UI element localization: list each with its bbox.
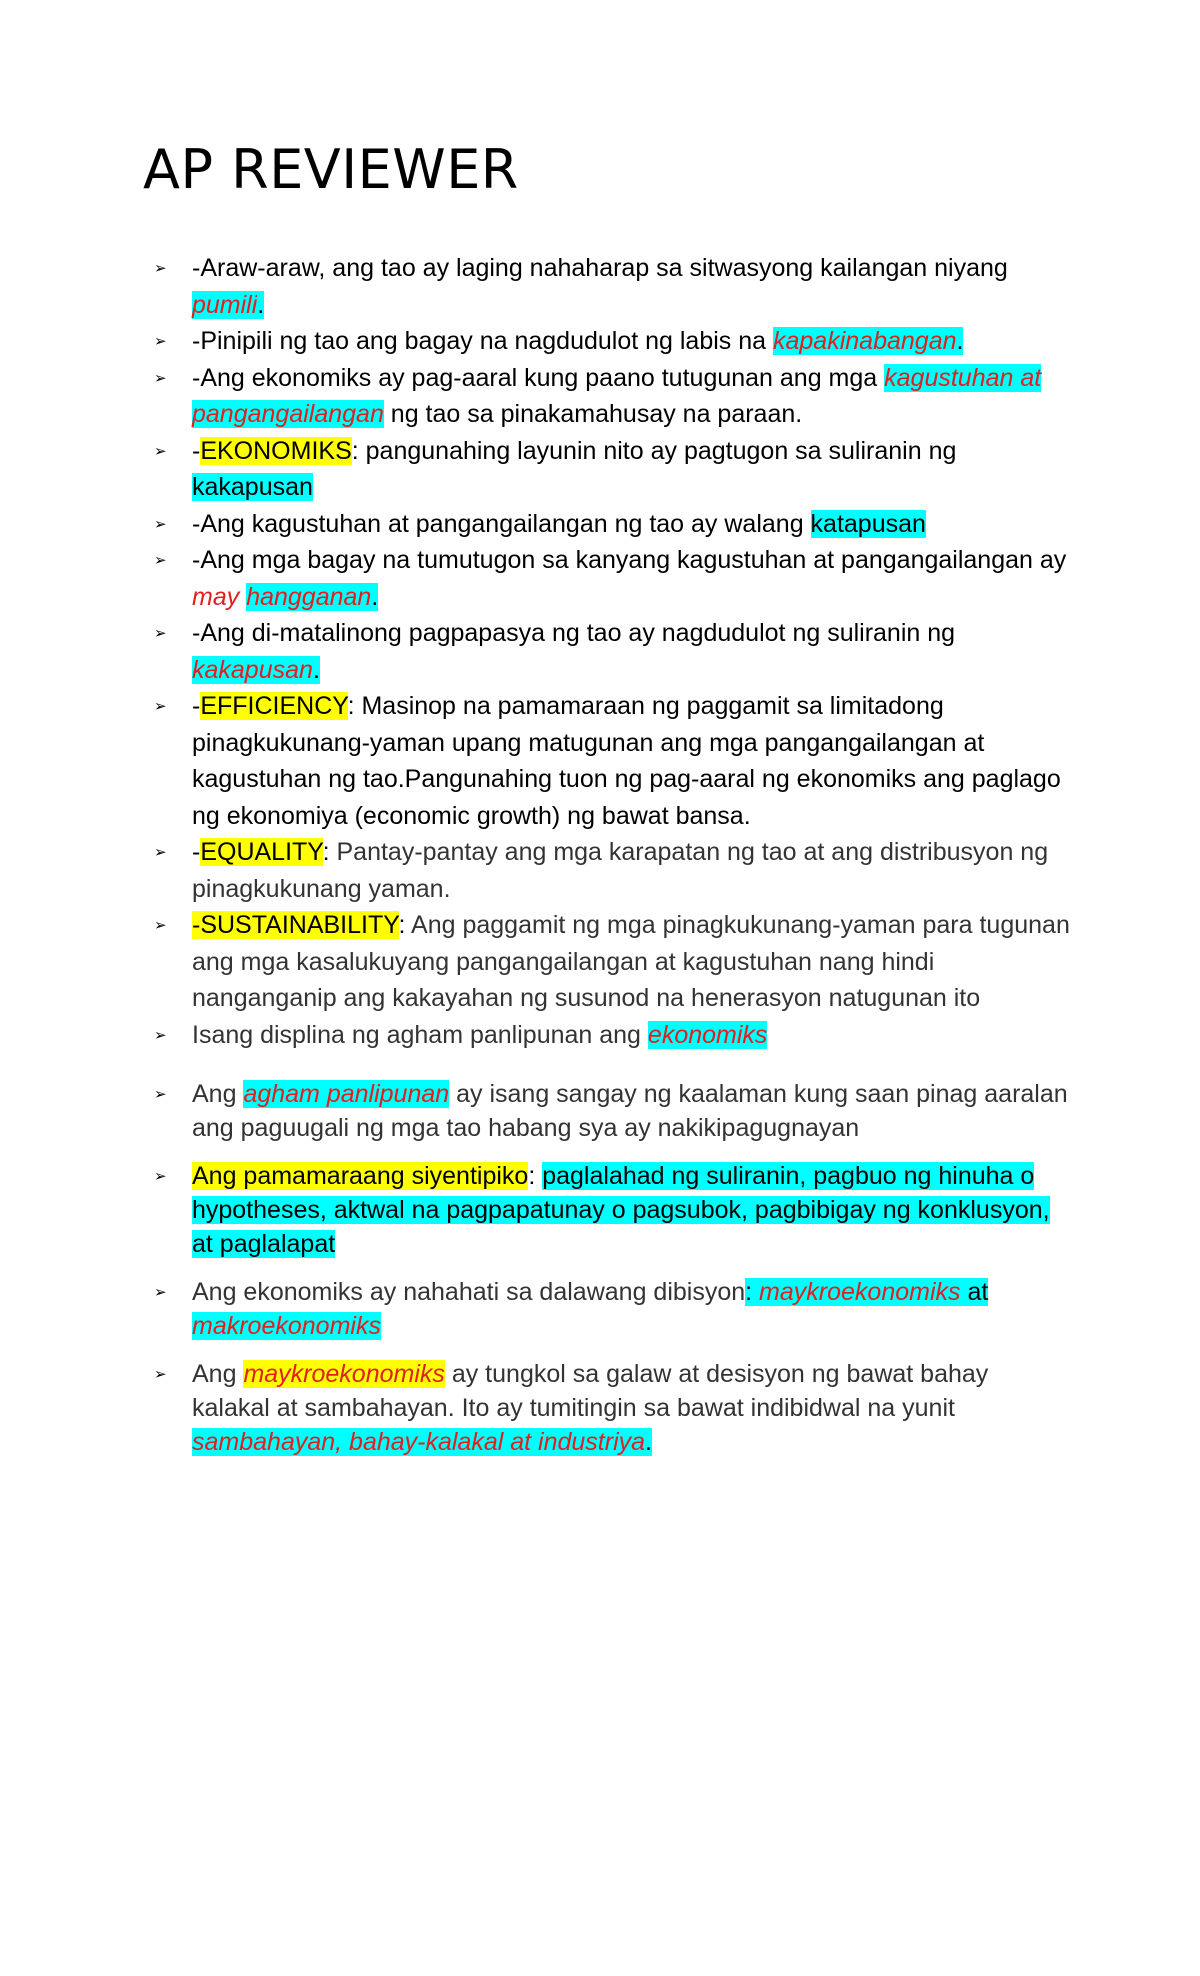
text-segment: -Ang mga bagay na tumutugon sa kanyang kagustuhan at pangangailangan ay — [192, 546, 1067, 574]
arrow-bullet-icon: ➢ — [154, 551, 167, 569]
text-segment: - — [192, 692, 201, 720]
text-segment: sambahayan, bahay-kalakal at industriya — [192, 1428, 646, 1456]
text-segment: EFFICIENCY — [200, 692, 348, 720]
text-segment: pumili — [192, 290, 258, 319]
text-segment: . — [956, 327, 964, 355]
list-item — [150, 1077, 1070, 1145]
arrow-bullet-icon: ➢ — [154, 1167, 167, 1185]
list-item — [150, 250, 1070, 323]
text-segment: : Masinop na pamamaraan ng paggamit sa limitadong pinagkukunang-yaman upang matugunan ang mga pangangailangan at kagustuhan ng tao.Pangunahing tuon ng pag-aaral ng ekonomiks ang paglago ng ekonomiya (economic growth) ng bawat bansa. — [192, 692, 1061, 830]
text-segment: : pangunahing layunin nito ay pagtugon sa suliranin ng — [351, 436, 957, 465]
text-segment: maykroekonomiks — [243, 1360, 445, 1388]
text-segment: ay isang sangay ng kaalaman kung saan pinag aaralan ang paguugali ng mga tao habang sya ay nakikipagugnayan — [192, 1080, 1068, 1142]
arrow-bullet-icon: ➢ — [154, 843, 167, 861]
arrow-bullet-icon: ➢ — [154, 259, 167, 277]
text-segment: kagustuhan at pangangailangan — [192, 363, 1042, 428]
text-segment: ng tao sa pinakamahusay na paraan. — [383, 400, 803, 428]
arrow-bullet-icon: ➢ — [154, 624, 167, 642]
arrow-bullet-icon: ➢ — [154, 441, 167, 460]
text-segment: . — [257, 290, 265, 319]
text-segment: - — [192, 838, 201, 866]
text-segment: kakapusan — [192, 473, 313, 501]
text-segment: -Ang kagustuhan at pangangailangan ng tao ay walang — [192, 509, 811, 538]
text-segment: at — [960, 1278, 989, 1306]
text-segment: Ang — [192, 1080, 244, 1108]
list-item — [150, 907, 1070, 1017]
list-item — [150, 542, 1070, 615]
list-item — [150, 834, 1070, 907]
list-item — [150, 1017, 1070, 1054]
text-segment: : — [745, 1278, 760, 1306]
text-segment: -Pinipili ng tao ang bagay na nagdudulot ng labis na — [192, 327, 773, 355]
text-segment: Isang displina ng agham panlipunan ang — [192, 1020, 648, 1049]
text-segment: kapakinabangan — [773, 327, 957, 355]
text-segment: Ang paggamit ng mga pinagkukunang-yaman para tugunan ang mga kasalukuyang pangangailangan at kagustuhan nang hindi nanganganip ang kakayahan ng susunod na henerasyon natugunan ito — [192, 911, 1070, 1012]
arrow-bullet-icon: ➢ — [154, 1025, 167, 1044]
text-segment: -Ang ekonomiks ay pag-aaral kung paano tutugunan ang mga — [192, 363, 885, 392]
text-segment: maykroekonomiks — [759, 1278, 961, 1306]
list-item — [150, 1357, 1070, 1459]
text-segment: may — [192, 582, 247, 611]
arrow-bullet-icon: ➢ — [154, 1365, 167, 1383]
list-item — [150, 323, 1070, 360]
text-segment: : — [528, 1162, 543, 1190]
list-item — [150, 615, 1070, 688]
arrow-bullet-icon: ➢ — [154, 697, 167, 715]
text-segment: agham panlipunan — [243, 1080, 450, 1108]
text-segment: makroekonomiks — [192, 1312, 381, 1340]
page-title: AP REVIEWER — [143, 138, 519, 201]
arrow-bullet-icon: ➢ — [154, 514, 167, 533]
text-segment: -Araw-araw, ang tao ay laging nahaharap sa sitwasyong kailangan niyang — [192, 254, 1008, 282]
text-segment: Pantay-pantay ang mga karapatan ng tao at ang distribusyon ng pinagkukunang yaman. — [192, 838, 1049, 903]
text-segment: ay tungkol sa galaw at desisyon ng bawat bahay kalakal at sambahayan. Ito ay tumitingin sa bawat indibidwal na yunit — [192, 1360, 989, 1422]
text-segment: paglalahad ng suliranin, pagbuo ng hinuha o hypotheses, aktwal na pagpapatunay o pagsubok, pagbibigay ng konklusyon, at paglalapat — [192, 1162, 1050, 1258]
text-segment: -SUSTAINABILITY — [192, 911, 399, 939]
text-segment: EQUALITY — [200, 838, 323, 866]
list-item — [150, 506, 1070, 543]
text-segment: kakapusan — [192, 655, 313, 684]
text-segment: ekonomiks — [647, 1020, 768, 1049]
text-segment: : — [398, 911, 412, 939]
text-segment: hangganan — [246, 582, 372, 611]
arrow-bullet-icon: ➢ — [154, 332, 167, 350]
text-segment: EKONOMIKS — [200, 436, 352, 465]
text-segment: . — [371, 582, 379, 611]
text-segment: -Ang di-matalinong pagpapasya ng tao ay nagdudulot ng suliranin ng — [192, 619, 956, 647]
text-segment: . — [312, 655, 320, 684]
text-segment: - — [192, 436, 201, 465]
text-segment: : — [322, 838, 337, 866]
list-item — [150, 433, 1070, 506]
arrow-bullet-icon: ➢ — [154, 1085, 167, 1103]
text-segment: Ang — [192, 1360, 244, 1388]
text-segment: Ang pamamaraang siyentipiko — [192, 1162, 529, 1190]
text-segment: . — [645, 1428, 652, 1456]
text-segment: Ang ekonomiks ay nahahati sa dalawang dibisyon — [192, 1278, 746, 1306]
list-item — [150, 1275, 1070, 1343]
bullet-list — [150, 250, 1070, 1459]
list-item — [150, 1159, 1070, 1261]
arrow-bullet-icon: ➢ — [154, 916, 167, 934]
arrow-bullet-icon: ➢ — [154, 1283, 167, 1301]
list-item — [150, 688, 1070, 834]
list-item — [150, 360, 1070, 433]
text-segment: katapusan — [810, 509, 926, 538]
arrow-bullet-icon: ➢ — [154, 368, 167, 387]
